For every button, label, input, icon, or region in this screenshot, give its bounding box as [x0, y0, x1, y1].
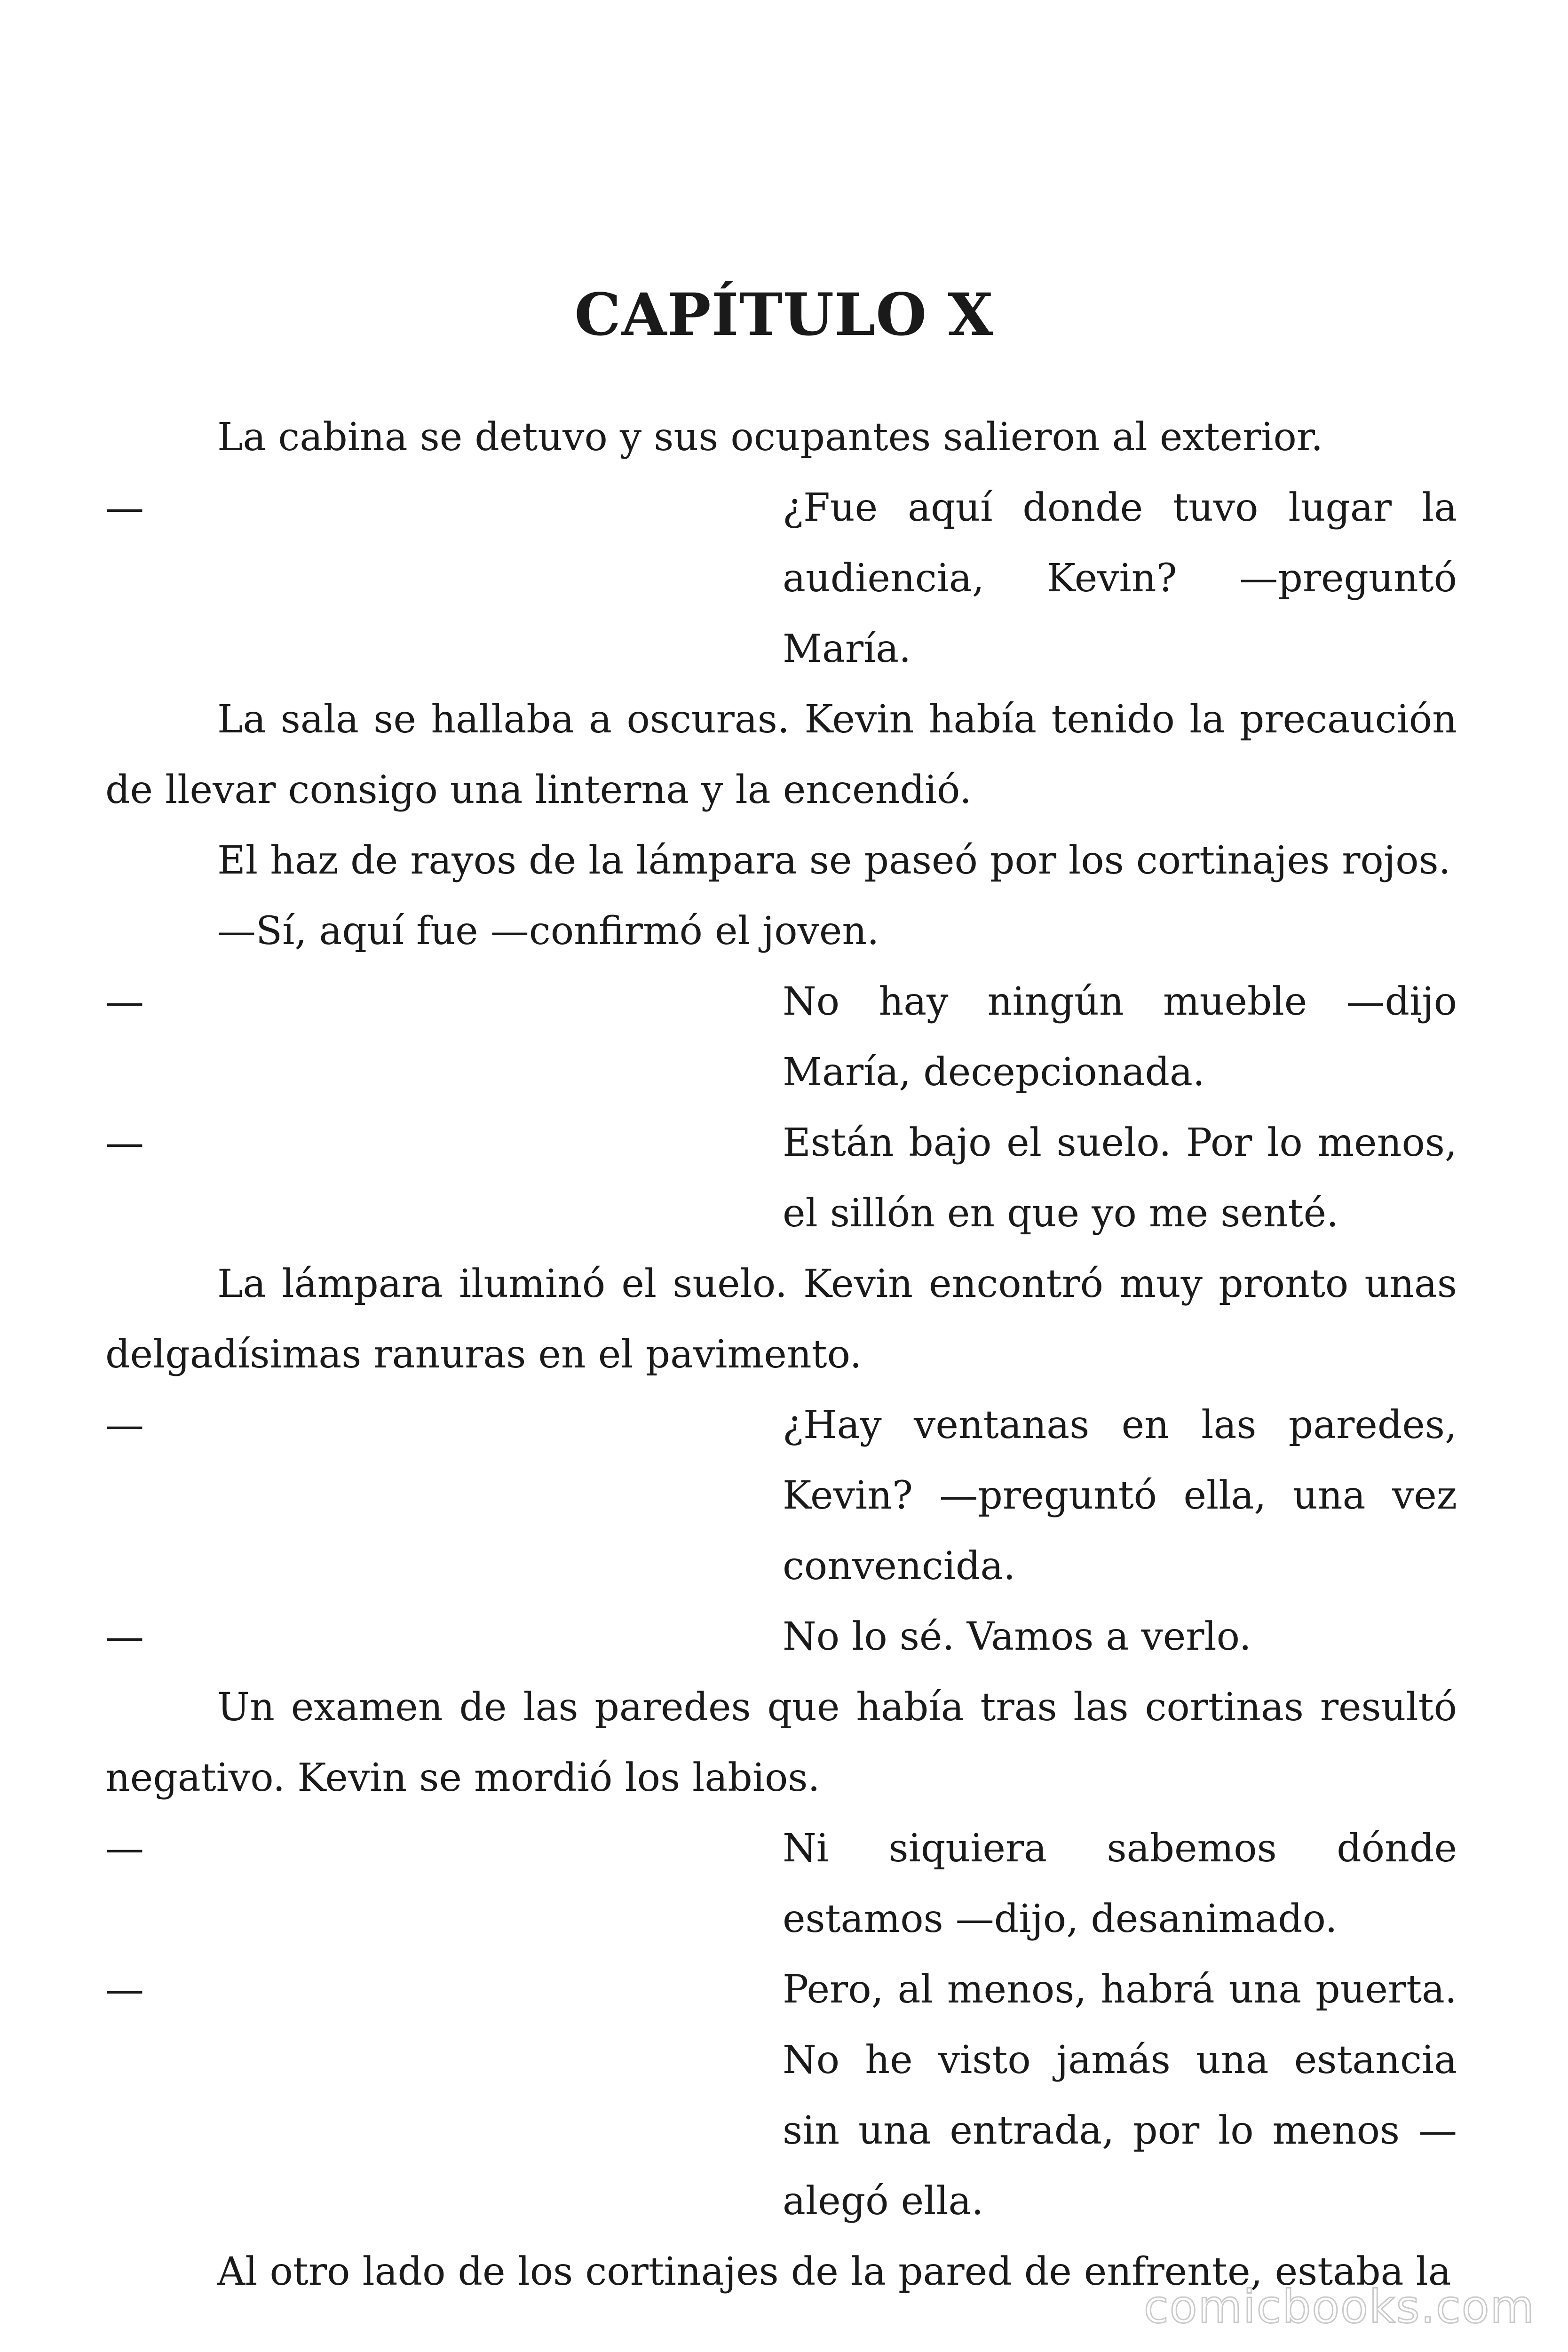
dialogue-dash: — — [105, 1614, 144, 1659]
paragraph: La lámpara iluminó el suelo. Kevin encontró muy pronto unas delgadísimas ranuras en el pavimento. — [105, 1262, 1457, 1377]
dialogue-line — [105, 967, 1457, 1108]
dialogue-dash: — — [105, 1967, 144, 2012]
dialogue-dash: — — [105, 1403, 144, 1447]
paragraph: La cabina se detuvo y sus ocupantes salieron al exterior. — [217, 415, 1323, 460]
dialogue-line — [105, 1108, 1457, 1249]
dialogue-text: ¿Hay ventanas en las paredes, Kevin? —preguntó ella, una vez convencida. — [783, 1403, 1457, 1589]
dialogue-dash: — — [105, 979, 144, 1024]
paragraph: El haz de rayos de la lámpara se paseó por los cortinajes rojos. — [217, 838, 1451, 883]
paragraph: Un examen de las paredes que había tras las cortinas resultó negativo. Kevin se mordió los labios. — [105, 1685, 1457, 1800]
dialogue-text: ¿Fue aquí donde tuvo lugar la audiencia, Kevin? —preguntó María. — [783, 485, 1457, 671]
dialogue-text: Ni siquiera sabemos dónde estamos —dijo, desanimado. — [783, 1826, 1457, 1941]
paragraph: Al otro lado de los cortinajes de la pared de enfrente, estaba la — [217, 2249, 1451, 2294]
dialogue-text: Están bajo el suelo. Por lo menos, el sillón en que yo me senté. — [783, 1120, 1457, 1236]
dialogue-line — [105, 1813, 1457, 1955]
dialogue-text: No lo sé. Vamos a verlo. — [783, 1614, 1251, 1659]
dialogue-dash: — — [105, 1120, 144, 1165]
dialogue-text: Pero, al menos, habrá una puerta. No he visto jamás una estancia sin una entrada, por lo menos —alegó ella. — [783, 1967, 1457, 2224]
dialogue-dash: — — [105, 1826, 144, 1871]
watermark: comicbooks.com — [1143, 2280, 1535, 2333]
paragraph: La sala se hallaba a oscuras. Kevin había tenido la precaución de llevar consigo una linterna y la encendió. — [105, 697, 1457, 812]
dialogue-line — [105, 1955, 1457, 2237]
dialogue-text: No hay ningún mueble —dijo María, decepcionada. — [783, 979, 1457, 1095]
dialogue-line — [105, 473, 1457, 684]
page-body — [105, 402, 1457, 2307]
paragraph: —Sí, aquí fue —confirmó el joven. — [217, 909, 879, 954]
dialogue-line — [105, 1602, 1457, 1672]
dialogue-line — [105, 1390, 1457, 1602]
chapter-title: CAPÍTULO X — [574, 281, 994, 349]
dialogue-dash: — — [105, 485, 144, 530]
